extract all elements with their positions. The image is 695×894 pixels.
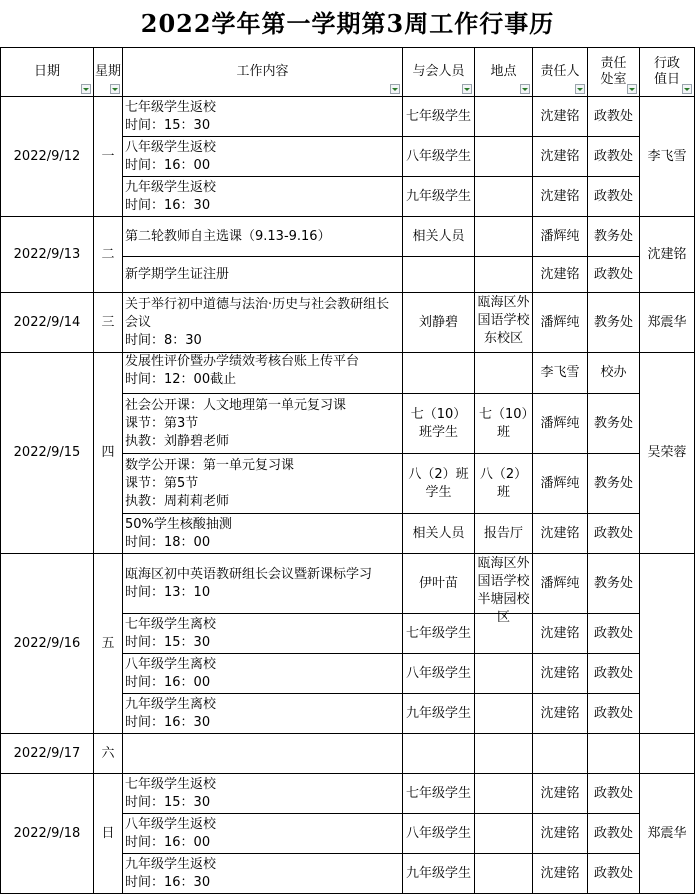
location-cell: [475, 814, 533, 854]
dept-cell: 政教处: [588, 257, 640, 293]
table-row: [1, 734, 695, 774]
attendees-cell: 八年级学生: [403, 814, 475, 854]
work-content-cell: 九年级学生返校 时间：16：30: [123, 177, 403, 217]
location-cell: 七（10）班: [475, 394, 533, 454]
filter-dropdown-icon[interactable]: [682, 84, 692, 94]
owner-cell: 潘辉纯: [533, 394, 588, 454]
dept-cell: 教务处: [588, 293, 640, 353]
date-cell: 2022/9/12: [1, 97, 94, 217]
location-cell: [475, 97, 533, 137]
location-cell: 八（2）班: [475, 454, 533, 514]
work-content-cell: 第二轮教师自主选课（9.13-9.16）: [123, 217, 403, 257]
location-cell: [475, 177, 533, 217]
work-content-cell: 九年级学生返校 时间：16：30: [123, 854, 403, 894]
location-cell: [475, 854, 533, 894]
work-content-cell: 七年级学生返校 时间：15：30: [123, 774, 403, 814]
work-content-cell: 50%学生核酸抽测 时间：18：00: [123, 514, 403, 554]
location-cell: 报告厅: [475, 514, 533, 554]
header-owner: 责任人: [533, 48, 588, 97]
location-cell: [475, 217, 533, 257]
work-content-cell: 社会公开课：人文地理第一单元复习课 课节：第3节 执教：刘静碧老师: [123, 394, 403, 454]
weekday-cell: 三: [94, 293, 123, 353]
dept-cell: 政教处: [588, 814, 640, 854]
attendees-cell: [403, 353, 475, 394]
location-cell: [475, 137, 533, 177]
work-content-cell: 八年级学生离校 时间：16：00: [123, 654, 403, 694]
location-cell: 瓯海区外国语学校半塘园校区: [475, 554, 533, 614]
attendees-cell: [403, 257, 475, 293]
dept-cell: 政教处: [588, 137, 640, 177]
duty-cell: 郑震华: [640, 774, 695, 894]
dept-cell: 政教处: [588, 614, 640, 654]
work-content-cell: 瓯海区初中英语教研组长会议暨新课标学习 时间：13：10: [123, 554, 403, 614]
header-duty: 行政 值日: [640, 48, 695, 97]
location-cell: 瓯海区外国语学校东校区: [475, 293, 533, 353]
dept-cell: 政教处: [588, 177, 640, 217]
attendees-cell: 七年级学生: [403, 614, 475, 654]
owner-cell: 沈建铭: [533, 257, 588, 293]
duty-cell: 沈建铭: [640, 217, 695, 293]
location-cell: [475, 694, 533, 734]
owner-cell: 李飞雪: [533, 353, 588, 394]
owner-cell: 沈建铭: [533, 654, 588, 694]
attendees-cell: 八（2）班学生: [403, 454, 475, 514]
weekday-cell: 日: [94, 774, 123, 894]
filter-dropdown-icon[interactable]: [627, 84, 637, 94]
dept-cell: 政教处: [588, 514, 640, 554]
owner-cell: 沈建铭: [533, 177, 588, 217]
location-cell: [475, 774, 533, 814]
work-content-cell: 数学公开课：第一单元复习课 课节：第5节 执教：周莉莉老师: [123, 454, 403, 514]
filter-dropdown-icon[interactable]: [390, 84, 400, 94]
filter-dropdown-icon[interactable]: [520, 84, 530, 94]
location-cell: [475, 257, 533, 293]
weekday-cell: 一: [94, 97, 123, 217]
work-content-cell: 九年级学生离校 时间：16：30: [123, 694, 403, 734]
work-content-cell: 七年级学生离校 时间：15：30: [123, 614, 403, 654]
owner-cell: 沈建铭: [533, 854, 588, 894]
location-cell: [475, 734, 533, 774]
attendees-cell: [403, 734, 475, 774]
owner-cell: 沈建铭: [533, 97, 588, 137]
dept-cell: 教务处: [588, 217, 640, 257]
duty-cell: 郑震华: [640, 293, 695, 353]
table-row: [1, 353, 695, 394]
work-content-cell: 新学期学生证注册: [123, 257, 403, 293]
header-weekday: 星期: [94, 48, 123, 97]
attendees-cell: 相关人员: [403, 217, 475, 257]
owner-cell: 潘辉纯: [533, 293, 588, 353]
page-title: 2022学年第一学期第3周工作行事历: [0, 0, 695, 48]
filter-dropdown-icon[interactable]: [81, 84, 91, 94]
duty-cell: 吴荣蓉: [640, 353, 695, 554]
dept-cell: 校办: [588, 353, 640, 394]
owner-cell: 沈建铭: [533, 774, 588, 814]
work-content-cell: 发展性评价暨办学绩效考核台账上传平台 时间：12：00截止: [123, 353, 403, 394]
weekday-cell: 五: [94, 554, 123, 734]
attendees-cell: 九年级学生: [403, 177, 475, 217]
work-content-cell: [123, 734, 403, 774]
owner-cell: [533, 734, 588, 774]
owner-cell: 沈建铭: [533, 814, 588, 854]
attendees-cell: 八年级学生: [403, 654, 475, 694]
filter-dropdown-icon[interactable]: [110, 84, 120, 94]
date-cell: 2022/9/17: [1, 734, 94, 774]
dept-cell: [588, 734, 640, 774]
header-dept: 责任 处室: [588, 48, 640, 97]
weekday-cell: 四: [94, 353, 123, 554]
date-cell: 2022/9/18: [1, 774, 94, 894]
attendees-cell: 七年级学生: [403, 97, 475, 137]
header-row: [1, 48, 695, 97]
work-content-cell: 八年级学生返校 时间：16：00: [123, 814, 403, 854]
attendees-cell: 相关人员: [403, 514, 475, 554]
owner-cell: 潘辉纯: [533, 554, 588, 614]
dept-cell: 政教处: [588, 97, 640, 137]
weekday-cell: 六: [94, 734, 123, 774]
date-cell: 2022/9/16: [1, 554, 94, 734]
attendees-cell: 八年级学生: [403, 137, 475, 177]
date-cell: 2022/9/15: [1, 353, 94, 554]
dept-cell: 教务处: [588, 454, 640, 514]
attendees-cell: 七年级学生: [403, 774, 475, 814]
header-date: 日期: [1, 48, 94, 97]
owner-cell: 沈建铭: [533, 137, 588, 177]
table-row: [1, 554, 695, 614]
owner-cell: 沈建铭: [533, 514, 588, 554]
owner-cell: 沈建铭: [533, 694, 588, 734]
owner-cell: 潘辉纯: [533, 217, 588, 257]
table-row: [1, 217, 695, 257]
owner-cell: 潘辉纯: [533, 454, 588, 514]
dept-cell: 教务处: [588, 554, 640, 614]
filter-dropdown-icon[interactable]: [575, 84, 585, 94]
attendees-cell: 九年级学生: [403, 694, 475, 734]
date-cell: 2022/9/13: [1, 217, 94, 293]
date-cell: 2022/9/14: [1, 293, 94, 353]
duty-cell: [640, 554, 695, 734]
weekday-cell: 二: [94, 217, 123, 293]
attendees-cell: 七（10）班学生: [403, 394, 475, 454]
attendees-cell: 伊叶苗: [403, 554, 475, 614]
work-content-cell: 七年级学生返校 时间：15：30: [123, 97, 403, 137]
dept-cell: 政教处: [588, 774, 640, 814]
duty-cell: 李飞雪: [640, 97, 695, 217]
dept-cell: 政教处: [588, 654, 640, 694]
owner-cell: 沈建铭: [533, 614, 588, 654]
location-cell: [475, 353, 533, 394]
table-row: [1, 293, 695, 353]
header-location: 地点: [475, 48, 533, 97]
table-row: [1, 774, 695, 814]
dept-cell: 教务处: [588, 394, 640, 454]
schedule-table: [0, 47, 695, 894]
work-content-cell: 八年级学生返校 时间：16：00: [123, 137, 403, 177]
filter-dropdown-icon[interactable]: [462, 84, 472, 94]
dept-cell: 政教处: [588, 694, 640, 734]
duty-cell: [640, 734, 695, 774]
location-cell: [475, 654, 533, 694]
attendees-cell: 九年级学生: [403, 854, 475, 894]
table-row: [1, 97, 695, 137]
header-content: 工作内容: [123, 48, 403, 97]
work-content-cell: 关于举行初中道德与法治·历史与社会教研组长会议 时间：8：30: [123, 293, 403, 353]
header-attendees: 与会人员: [403, 48, 475, 97]
attendees-cell: 刘静碧: [403, 293, 475, 353]
dept-cell: 政教处: [588, 854, 640, 894]
